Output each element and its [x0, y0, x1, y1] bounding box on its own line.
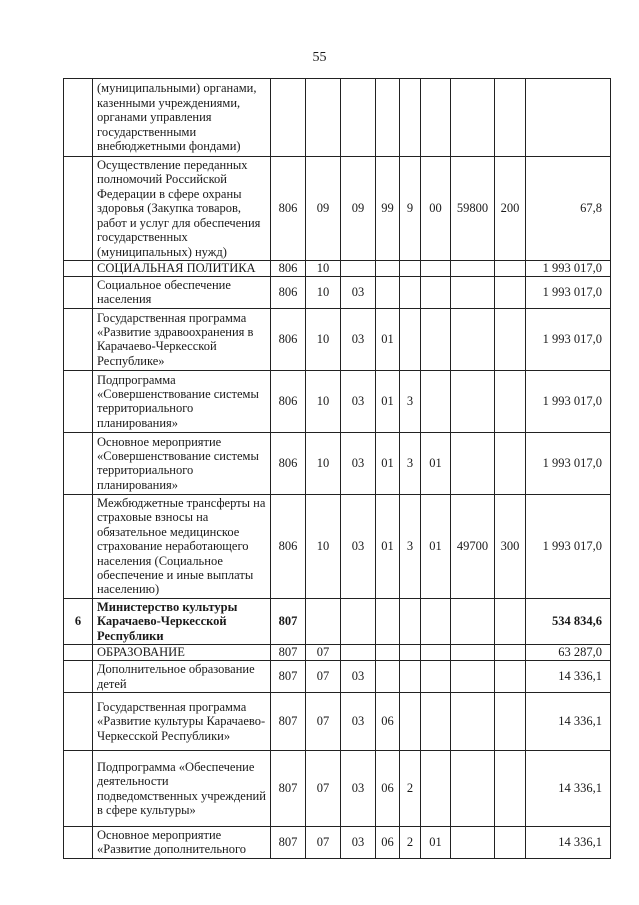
target-code-event: [421, 308, 451, 370]
target-code-program: 06: [376, 751, 400, 827]
target-code-subprogram: 3: [400, 494, 421, 598]
row-number: [64, 645, 93, 661]
amount: 1 993 017,0: [526, 494, 611, 598]
target-code-program: 06: [376, 827, 400, 859]
subsection-code: [341, 79, 376, 157]
table-row: [64, 494, 611, 598]
row-number: [64, 79, 93, 157]
ved-code: 807: [271, 751, 306, 827]
target-code-event: [421, 645, 451, 661]
subsection-code: 03: [341, 693, 376, 751]
expense-type-code: [495, 308, 526, 370]
target-code-direction: 49700: [451, 494, 495, 598]
target-code-subprogram: 2: [400, 827, 421, 859]
target-code-subprogram: [400, 661, 421, 693]
section-code: [306, 598, 341, 644]
subsection-code: [341, 261, 376, 277]
target-code-direction: [451, 79, 495, 157]
target-code-program: 01: [376, 494, 400, 598]
table-body: [64, 79, 611, 859]
target-code-event: [421, 261, 451, 277]
target-code-direction: [451, 432, 495, 494]
target-code-program: 01: [376, 308, 400, 370]
row-number: [64, 157, 93, 261]
target-code-direction: [451, 827, 495, 859]
expense-type-code: [495, 751, 526, 827]
target-code-program: [376, 79, 400, 157]
target-code-program: [376, 661, 400, 693]
target-code-direction: [451, 751, 495, 827]
section-code: 07: [306, 827, 341, 859]
section-code: 07: [306, 751, 341, 827]
row-name: Социальное обеспечение населения: [93, 277, 271, 309]
target-code-subprogram: 9: [400, 157, 421, 261]
target-code-direction: [451, 277, 495, 309]
target-code-program: 01: [376, 370, 400, 432]
section-code: 07: [306, 693, 341, 751]
section-code: 10: [306, 494, 341, 598]
ved-code: 806: [271, 432, 306, 494]
expense-type-code: 200: [495, 157, 526, 261]
amount: 1 993 017,0: [526, 277, 611, 309]
table-row: [64, 370, 611, 432]
row-name: Государственная программа «Развитие здравоохранения в Карачаево-Черкесской Республике»: [93, 308, 271, 370]
table-row: [64, 598, 611, 644]
row-number: [64, 693, 93, 751]
amount: 1 993 017,0: [526, 261, 611, 277]
section-code: [306, 79, 341, 157]
target-code-subprogram: [400, 308, 421, 370]
row-number: [64, 261, 93, 277]
row-number: [64, 277, 93, 309]
target-code-subprogram: [400, 261, 421, 277]
row-name: СОЦИАЛЬНАЯ ПОЛИТИКА: [93, 261, 271, 277]
target-code-direction: 59800: [451, 157, 495, 261]
expense-type-code: [495, 79, 526, 157]
subsection-code: 03: [341, 308, 376, 370]
row-name: Министерство культуры Карачаево-Черкесской Республики: [93, 598, 271, 644]
ved-code: 807: [271, 693, 306, 751]
row-name: Дополнительное образование детей: [93, 661, 271, 693]
target-code-event: 01: [421, 432, 451, 494]
target-code-program: [376, 261, 400, 277]
target-code-program: [376, 598, 400, 644]
expense-type-code: [495, 277, 526, 309]
target-code-direction: [451, 645, 495, 661]
subsection-code: 03: [341, 751, 376, 827]
amount: 1 993 017,0: [526, 370, 611, 432]
amount: 534 834,6: [526, 598, 611, 644]
expense-type-code: [495, 598, 526, 644]
section-code: 07: [306, 645, 341, 661]
target-code-event: 00: [421, 157, 451, 261]
expense-type-code: 300: [495, 494, 526, 598]
table-row: [64, 308, 611, 370]
target-code-direction: [451, 693, 495, 751]
target-code-event: [421, 370, 451, 432]
subsection-code: 03: [341, 827, 376, 859]
expense-type-code: [495, 827, 526, 859]
row-number: [64, 751, 93, 827]
target-code-program: 01: [376, 432, 400, 494]
ved-code: 806: [271, 157, 306, 261]
target-code-subprogram: [400, 277, 421, 309]
target-code-program: [376, 645, 400, 661]
amount: 63 287,0: [526, 645, 611, 661]
subsection-code: 03: [341, 432, 376, 494]
amount: 14 336,1: [526, 751, 611, 827]
ved-code: 806: [271, 261, 306, 277]
target-code-subprogram: [400, 645, 421, 661]
ved-code: 806: [271, 277, 306, 309]
target-code-program: 99: [376, 157, 400, 261]
expense-type-code: [495, 370, 526, 432]
target-code-event: [421, 693, 451, 751]
target-code-subprogram: [400, 598, 421, 644]
table-row: [64, 693, 611, 751]
amount: 1 993 017,0: [526, 308, 611, 370]
section-code: 10: [306, 261, 341, 277]
subsection-code: 03: [341, 661, 376, 693]
target-code-subprogram: 2: [400, 751, 421, 827]
row-number: [64, 494, 93, 598]
subsection-code: [341, 645, 376, 661]
budget-table: [63, 78, 611, 859]
expense-type-code: [495, 693, 526, 751]
expense-type-code: [495, 261, 526, 277]
table-row: [64, 79, 611, 157]
target-code-event: 01: [421, 827, 451, 859]
expense-type-code: [495, 432, 526, 494]
section-code: 10: [306, 370, 341, 432]
row-name: Межбюджетные трансферты на страховые взносы на обязательное медицинское страхование неработающего населения (Социальное обеспечение и иные выплаты населению): [93, 494, 271, 598]
subsection-code: 09: [341, 157, 376, 261]
table-row: [64, 277, 611, 309]
section-code: 07: [306, 661, 341, 693]
table-row: [64, 661, 611, 693]
row-number: [64, 661, 93, 693]
row-name: ОБРАЗОВАНИЕ: [93, 645, 271, 661]
ved-code: 806: [271, 370, 306, 432]
target-code-direction: [451, 308, 495, 370]
target-code-program: 06: [376, 693, 400, 751]
row-name: Основное мероприятие «Развитие дополнительного: [93, 827, 271, 859]
amount: 14 336,1: [526, 661, 611, 693]
target-code-direction: [451, 598, 495, 644]
section-code: 10: [306, 277, 341, 309]
subsection-code: 03: [341, 494, 376, 598]
expense-type-code: [495, 645, 526, 661]
ved-code: 807: [271, 827, 306, 859]
row-name: (муниципальными) органами, казенными учреждениями, органами управления государственными внебюджетными фондами): [93, 79, 271, 157]
target-code-program: [376, 277, 400, 309]
ved-code: 807: [271, 661, 306, 693]
subsection-code: 03: [341, 370, 376, 432]
expense-type-code: [495, 661, 526, 693]
target-code-subprogram: 3: [400, 370, 421, 432]
target-code-subprogram: [400, 693, 421, 751]
ved-code: [271, 79, 306, 157]
target-code-subprogram: [400, 79, 421, 157]
table-row: [64, 827, 611, 859]
amount: 14 336,1: [526, 827, 611, 859]
ved-code: 806: [271, 308, 306, 370]
row-number: 6: [64, 598, 93, 644]
page-number: 55: [312, 50, 327, 65]
table-row: [64, 751, 611, 827]
table-row: [64, 157, 611, 261]
row-name: Подпрограмма «Совершенствование системы территориального планирования»: [93, 370, 271, 432]
target-code-event: [421, 79, 451, 157]
table-row: [64, 645, 611, 661]
subsection-code: 03: [341, 277, 376, 309]
row-name: Государственная программа «Развитие культуры Карачаево-Черкесской Республики»: [93, 693, 271, 751]
target-code-event: [421, 277, 451, 309]
target-code-direction: [451, 261, 495, 277]
section-code: 09: [306, 157, 341, 261]
target-code-event: [421, 598, 451, 644]
row-number: [64, 432, 93, 494]
table-row: [64, 432, 611, 494]
ved-code: 807: [271, 645, 306, 661]
target-code-direction: [451, 370, 495, 432]
target-code-direction: [451, 661, 495, 693]
row-name: Подпрограмма «Обеспечение деятельности подведомственных учреждений в сфере культуры»: [93, 751, 271, 827]
table-row: [64, 261, 611, 277]
amount: 14 336,1: [526, 693, 611, 751]
target-code-event: 01: [421, 494, 451, 598]
target-code-event: [421, 661, 451, 693]
amount: 1 993 017,0: [526, 432, 611, 494]
row-name: Основное мероприятие «Совершенствование системы территориального планирования»: [93, 432, 271, 494]
ved-code: 807: [271, 598, 306, 644]
row-number: [64, 370, 93, 432]
section-code: 10: [306, 308, 341, 370]
row-number: [64, 827, 93, 859]
target-code-subprogram: 3: [400, 432, 421, 494]
ved-code: 806: [271, 494, 306, 598]
subsection-code: [341, 598, 376, 644]
target-code-event: [421, 751, 451, 827]
amount: 67,8: [526, 157, 611, 261]
section-code: 10: [306, 432, 341, 494]
row-number: [64, 308, 93, 370]
amount: [526, 79, 611, 157]
row-name: Осуществление переданных полномочий Российской Федерации в сфере охраны здоровья (Закупка товаров, работ и услуг для обеспечения государственных (муниципальных) нужд): [93, 157, 271, 261]
